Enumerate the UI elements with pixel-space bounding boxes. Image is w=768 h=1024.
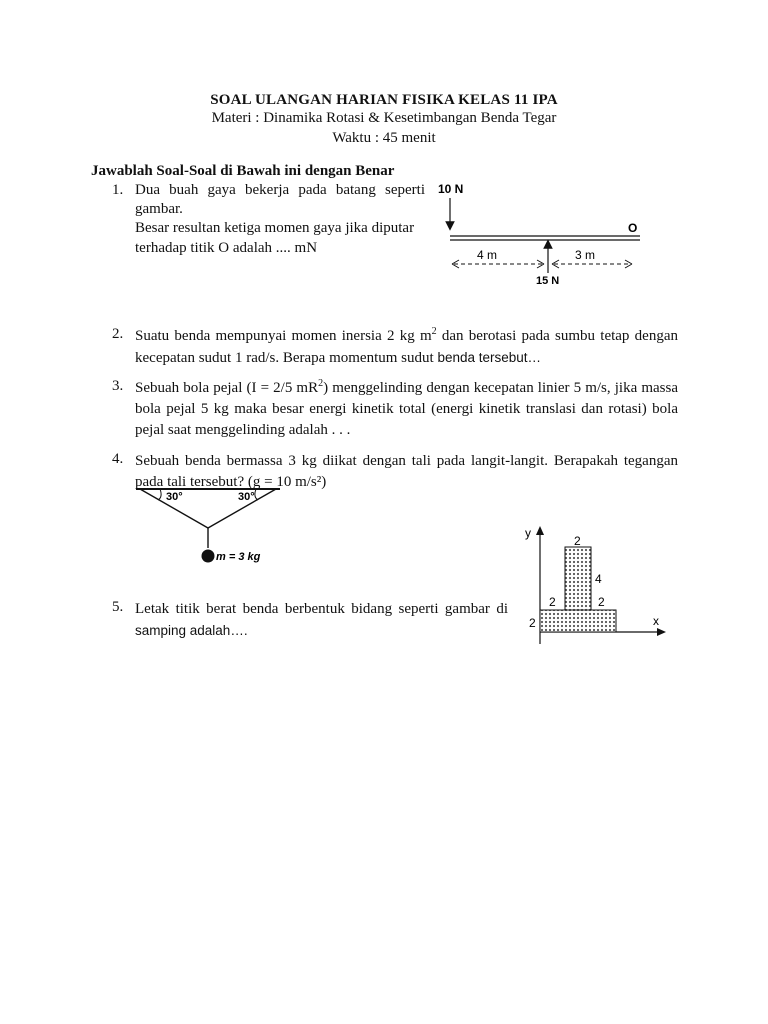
- angle-label-left: 30°: [166, 491, 183, 503]
- question-5-tail: samping adalah….: [135, 623, 248, 638]
- time-limit: Waktu : 45 menit: [332, 130, 436, 146]
- mass-label: m = 3 kg: [216, 551, 261, 563]
- question-1-line-1: Dua buah gaya bekerja pada batang seperti: [135, 182, 425, 198]
- question-1-number: 1.: [112, 182, 124, 198]
- label-top-width: 2: [574, 534, 581, 548]
- y-axis-arrow: [536, 526, 544, 535]
- question-1-line-3: Besar resultan ketiga momen gaya jika diputar: [135, 220, 415, 236]
- force-label-15n: 15 N: [536, 275, 560, 287]
- question-3-text-a: Sebuah bola pejal (I = 2/5 mR: [135, 380, 319, 396]
- question-1-diagram: [430, 178, 650, 293]
- force-label-10n: 10 N: [438, 182, 464, 196]
- angle-arc-left: [158, 489, 161, 500]
- column-block: [565, 547, 591, 610]
- question-2-tail: benda tersebut…: [437, 350, 542, 365]
- question-4-text: Sebuah benda bermassa 3 kg diikat dengan tali pada langit-langit. Berapakah tegangan pada tali tersebut? (g = 10 m/s²): [135, 453, 678, 490]
- question-5-number: 5.: [112, 599, 124, 615]
- instructions: Jawablah Soal-Soal di Bawah ini dengan Benar: [91, 163, 395, 179]
- question-1-line-4: terhadap titik O adalah .... mN: [135, 240, 318, 256]
- question-2-text-b: dan berotasi pada sumbu tetap dengan kecepatan sudut 1 rad/s. Berapa momentum sudut: [135, 328, 678, 366]
- distance-label-3m: 3 m: [575, 248, 596, 262]
- question-2-superscript: 2: [431, 326, 437, 337]
- distance-label-4m: 4 m: [477, 248, 498, 262]
- label-base-left: 2: [549, 595, 556, 609]
- question-5-text-main: Letak titik berat benda berbentuk bidang seperti gambar di: [135, 601, 508, 617]
- x-axis-label: x: [653, 614, 659, 628]
- document-subtitle: Materi : Dinamika Rotasi & Kesetimbangan Benda Tegar: [211, 110, 557, 126]
- question-2-number: 2.: [112, 326, 124, 342]
- y-axis-label: y: [525, 526, 531, 540]
- base-block: [540, 610, 616, 632]
- angle-label-right: 30°: [238, 491, 255, 503]
- x-axis-arrow: [657, 628, 666, 636]
- question-3-superscript: 2: [318, 378, 324, 389]
- question-3-text-b: ) menggelinding dengan kecepatan linier 5 m/s, jika massa bola pejal 5 kg maka besar energi kinetik total (energi kinetik translasi dan rotasi) bola pejal saat menggelinding adalah . . .: [135, 380, 678, 438]
- label-base-height: 2: [529, 616, 536, 630]
- angle-arc-right: [255, 489, 258, 500]
- question-1-line-2: gambar.: [135, 201, 183, 217]
- question-3-text: [135, 378, 678, 441]
- document-title: SOAL ULANGAN HARIAN FISIKA KELAS 11 IPA: [210, 92, 558, 108]
- question-4-number: 4.: [112, 451, 124, 467]
- question-3-number: 3.: [112, 378, 124, 394]
- hanging-mass: [202, 550, 215, 563]
- label-base-right: 2: [598, 595, 605, 609]
- label-column-height: 4: [595, 572, 602, 586]
- question-5-diagram: [520, 520, 680, 650]
- pivot-label-o: O: [628, 221, 638, 235]
- question-2-text-a: Suatu benda mempunyai momen inersia 2 kg m: [135, 328, 432, 344]
- question-5-text: [135, 599, 508, 642]
- question-4-diagram: [130, 484, 300, 574]
- question-2-text: [135, 326, 678, 369]
